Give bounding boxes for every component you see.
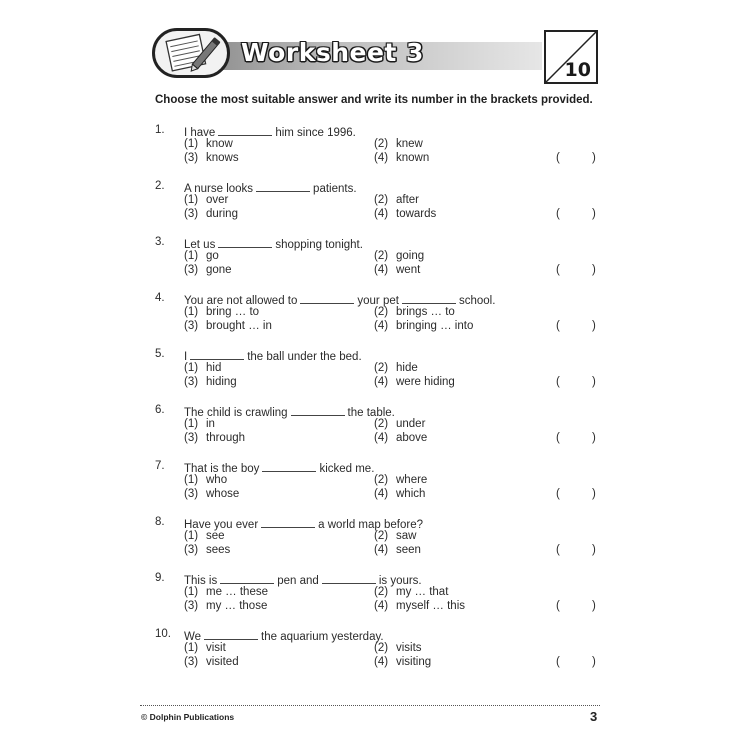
- question-number: 8.: [155, 516, 165, 528]
- bracket-close: ): [592, 600, 596, 612]
- option-text: towards: [396, 208, 437, 220]
- option-text: in: [206, 418, 215, 430]
- option-4: [374, 544, 421, 556]
- option-number: (1): [184, 138, 199, 150]
- option-2: [374, 138, 423, 150]
- stem-mid: him since 1996.: [275, 127, 356, 139]
- question-number: 4.: [155, 292, 165, 304]
- option-2: [374, 530, 416, 542]
- stem-before: You are not allowed to: [184, 295, 298, 307]
- option-text: sees: [206, 544, 231, 556]
- option-text: knew: [396, 138, 423, 150]
- stem-before: We: [184, 631, 202, 643]
- option-2: [374, 418, 425, 430]
- option-3: [184, 432, 245, 444]
- option-number: (2): [374, 530, 389, 542]
- option-text: visit: [206, 642, 226, 654]
- question-stem: [184, 124, 356, 139]
- answer-blank[interactable]: [190, 348, 244, 360]
- option-text: known: [396, 152, 430, 164]
- option-text: were hiding: [396, 376, 455, 388]
- stem-before: Have you ever: [184, 519, 259, 531]
- option-number: (3): [184, 264, 199, 276]
- option-4: [374, 656, 431, 668]
- question-stem: [184, 628, 384, 643]
- option-number: (1): [184, 474, 199, 486]
- bracket-close: ): [592, 432, 596, 444]
- option-number: (1): [184, 418, 199, 430]
- option-2: [374, 586, 448, 598]
- option-number: (2): [374, 250, 389, 262]
- stem-mid: the ball under the bed.: [247, 351, 362, 363]
- question-stem: [184, 460, 374, 475]
- option-number: (1): [184, 642, 199, 654]
- option-text: went: [396, 264, 421, 276]
- answer-blank[interactable]: [204, 628, 258, 640]
- option-text: knows: [206, 152, 239, 164]
- stem-before: This is: [184, 575, 218, 587]
- stem-before: That is the boy: [184, 463, 260, 475]
- answer-blank[interactable]: [322, 572, 376, 584]
- option-2: [374, 642, 422, 654]
- option-number: (1): [184, 362, 199, 374]
- option-4: [374, 488, 425, 500]
- option-3: [184, 656, 239, 668]
- option-1: [184, 250, 219, 262]
- bracket-close: ): [592, 320, 596, 332]
- bracket-open: (: [556, 488, 560, 500]
- option-3: [184, 376, 237, 388]
- option-4: [374, 432, 427, 444]
- question-number: 1.: [155, 124, 165, 136]
- option-4: [374, 320, 473, 332]
- option-3: [184, 208, 238, 220]
- option-text: brings … to: [396, 306, 455, 318]
- option-number: (3): [184, 600, 199, 612]
- option-text: hide: [396, 362, 418, 374]
- page-number: 3: [590, 709, 598, 724]
- question-number: 9.: [155, 572, 165, 584]
- option-1: [184, 642, 226, 654]
- answer-blank[interactable]: [256, 180, 310, 192]
- bracket-close: ): [592, 488, 596, 500]
- option-1: [184, 530, 225, 542]
- option-text: visited: [206, 656, 239, 668]
- question-item: [155, 180, 605, 224]
- option-text: visits: [396, 642, 422, 654]
- bracket-open: (: [556, 656, 560, 668]
- option-number: (4): [374, 432, 389, 444]
- option-text: brought … in: [206, 320, 272, 332]
- option-number: (4): [374, 600, 389, 612]
- option-number: (3): [184, 320, 199, 332]
- option-4: [374, 208, 436, 220]
- stem-mid: a world map before?: [318, 519, 423, 531]
- stem-mid: shopping tonight.: [275, 239, 363, 251]
- option-number: (3): [184, 656, 199, 668]
- option-number: (1): [184, 250, 199, 262]
- option-text: above: [396, 432, 428, 444]
- bracket-close: ): [592, 264, 596, 276]
- option-number: (2): [374, 194, 389, 206]
- stem-before: A nurse looks: [184, 183, 254, 195]
- option-3: [184, 264, 232, 276]
- worksheet-title: Worksheet 3: [241, 38, 424, 67]
- score-total: 10: [564, 59, 591, 81]
- option-text: during: [206, 208, 238, 220]
- bracket-open: (: [556, 264, 560, 276]
- option-4: [374, 600, 465, 612]
- option-1: [184, 138, 233, 150]
- stem-before: I have: [184, 127, 216, 139]
- option-number: (3): [184, 376, 199, 388]
- option-1: [184, 362, 221, 374]
- answer-blank[interactable]: [402, 292, 456, 304]
- question-item: [155, 572, 605, 616]
- option-1: [184, 194, 228, 206]
- publisher-credit: © Dolphin Publications: [141, 712, 235, 722]
- option-2: [374, 306, 455, 318]
- option-number: (2): [374, 642, 389, 654]
- option-text: gone: [206, 264, 232, 276]
- option-1: [184, 474, 227, 486]
- question-item: [155, 628, 605, 672]
- question-item: [155, 236, 605, 280]
- score-box[interactable]: [544, 30, 598, 84]
- bracket-open: (: [556, 600, 560, 612]
- bracket-open: (: [556, 152, 560, 164]
- option-text: myself … this: [396, 600, 466, 612]
- instruction-text: Choose the most suitable answer and write its number in the brackets provided.: [155, 94, 593, 106]
- stem-mid: the table.: [347, 407, 395, 419]
- stem-mid: the aquarium yesterday.: [261, 631, 384, 643]
- option-number: (4): [374, 152, 389, 164]
- answer-blank[interactable]: [291, 404, 345, 416]
- option-number: (1): [184, 586, 199, 598]
- stem-before: The child is crawling: [184, 407, 288, 419]
- option-3: [184, 600, 267, 612]
- option-text: whose: [206, 488, 240, 500]
- option-text: over: [206, 194, 229, 206]
- question-stem: [184, 516, 423, 531]
- option-number: (4): [374, 376, 389, 388]
- option-1: [184, 418, 215, 430]
- stem-after: is yours.: [378, 575, 422, 587]
- option-text: where: [396, 474, 428, 486]
- stem-before: Let us: [184, 239, 216, 251]
- bracket-close: ): [592, 656, 596, 668]
- option-text: who: [206, 474, 228, 486]
- question-item: [155, 124, 605, 168]
- bracket-open: (: [556, 544, 560, 556]
- option-number: (2): [374, 586, 389, 598]
- option-number: (4): [374, 488, 389, 500]
- answer-blank[interactable]: [218, 124, 272, 136]
- question-stem: [184, 292, 495, 307]
- question-item: [155, 348, 605, 392]
- option-text: see: [206, 530, 225, 542]
- question-item: [155, 516, 605, 560]
- option-number: (2): [374, 362, 389, 374]
- bracket-close: ): [592, 544, 596, 556]
- option-number: (3): [184, 488, 199, 500]
- bracket-open: (: [556, 208, 560, 220]
- option-3: [184, 544, 230, 556]
- question-number: 7.: [155, 460, 165, 472]
- answer-blank[interactable]: [261, 516, 315, 528]
- option-number: (4): [374, 544, 389, 556]
- option-text: which: [396, 488, 426, 500]
- option-text: hid: [206, 362, 222, 374]
- question-item: [155, 292, 605, 336]
- stem-mid: patients.: [313, 183, 357, 195]
- option-number: (3): [184, 152, 199, 164]
- option-text: bring … to: [206, 306, 260, 318]
- option-1: [184, 586, 268, 598]
- option-3: [184, 152, 239, 164]
- option-number: (3): [184, 544, 199, 556]
- bracket-close: ): [592, 152, 596, 164]
- option-text: visiting: [396, 656, 432, 668]
- option-text: seen: [396, 544, 421, 556]
- option-text: my … that: [396, 586, 449, 598]
- option-text: under: [396, 418, 426, 430]
- stem-before: I: [184, 351, 188, 363]
- stem-mid: pen and: [277, 575, 319, 587]
- answer-blank[interactable]: [300, 292, 354, 304]
- bracket-open: (: [556, 376, 560, 388]
- option-text: hiding: [206, 376, 237, 388]
- option-number: (2): [374, 138, 389, 150]
- option-2: [374, 194, 419, 206]
- option-4: [374, 264, 420, 276]
- bracket-open: (: [556, 432, 560, 444]
- option-number: (2): [374, 418, 389, 430]
- option-3: [184, 488, 239, 500]
- footer-divider: [140, 705, 600, 706]
- option-3: [184, 320, 272, 332]
- question-number: 10.: [155, 628, 171, 640]
- question-number: 5.: [155, 348, 165, 360]
- option-text: bringing … into: [396, 320, 474, 332]
- stem-mid: your pet: [357, 295, 399, 307]
- option-text: going: [396, 250, 425, 262]
- question-number: 6.: [155, 404, 165, 416]
- option-2: [374, 250, 424, 262]
- option-text: through: [206, 432, 246, 444]
- option-number: (1): [184, 194, 199, 206]
- option-number: (4): [374, 208, 389, 220]
- option-1: [184, 306, 259, 318]
- option-number: (1): [184, 306, 199, 318]
- option-number: (4): [374, 320, 389, 332]
- option-number: (1): [184, 530, 199, 542]
- option-text: go: [206, 250, 219, 262]
- stem-mid: kicked me.: [319, 463, 375, 475]
- answer-blank[interactable]: [220, 572, 274, 584]
- option-number: (4): [374, 656, 389, 668]
- question-item: [155, 404, 605, 448]
- option-text: know: [206, 138, 233, 150]
- option-2: [374, 474, 427, 486]
- option-number: (4): [374, 264, 389, 276]
- option-number: (2): [374, 306, 389, 318]
- option-4: [374, 152, 429, 164]
- stem-after: school.: [458, 295, 496, 307]
- question-stem: [184, 180, 357, 195]
- option-text: saw: [396, 530, 417, 542]
- answer-blank[interactable]: [218, 236, 272, 248]
- option-4: [374, 376, 455, 388]
- question-stem: [184, 572, 422, 587]
- option-number: (3): [184, 208, 199, 220]
- notepad-pencil-icon: [152, 28, 230, 78]
- question-stem: [184, 404, 395, 419]
- question-stem: [184, 236, 363, 251]
- option-text: me … these: [206, 586, 268, 598]
- option-number: (2): [374, 474, 389, 486]
- bracket-open: (: [556, 320, 560, 332]
- bracket-close: ): [592, 376, 596, 388]
- question-item: [155, 460, 605, 504]
- question-number: 3.: [155, 236, 165, 248]
- answer-blank[interactable]: [262, 460, 316, 472]
- option-text: my … those: [206, 600, 268, 612]
- option-2: [374, 362, 418, 374]
- bracket-close: ): [592, 208, 596, 220]
- option-number: (3): [184, 432, 199, 444]
- question-stem: [184, 348, 362, 363]
- question-number: 2.: [155, 180, 165, 192]
- option-text: after: [396, 194, 420, 206]
